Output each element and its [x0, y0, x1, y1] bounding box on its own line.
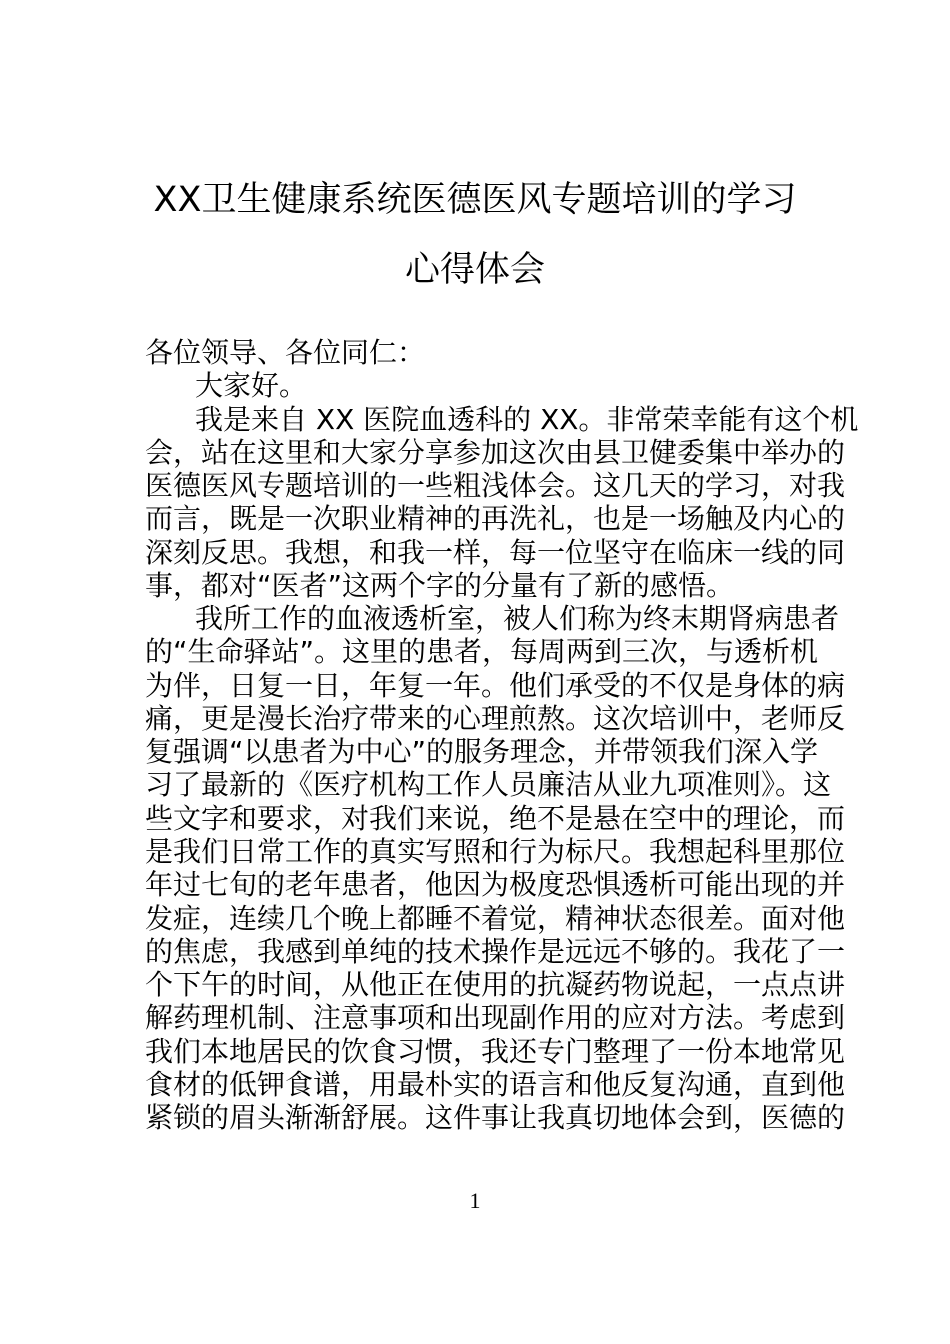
paragraph-line: 而言，既是一次职业精神的再洗礼，也是一场触及内心的: [145, 502, 846, 536]
paragraph-line: 年过七旬的老年患者，他因为极度恐惧透析可能出现的并: [145, 868, 846, 902]
paragraph-line: 医德医风专题培训的一些粗浅体会。这几天的学习，对我: [145, 469, 846, 503]
paragraph-line: 我们本地居民的饮食习惯，我还专门整理了一份本地常见: [145, 1034, 846, 1068]
paragraph: [145, 402, 859, 603]
paragraph: [145, 602, 846, 1135]
paragraph-line: 深刻反思。我想，和我一样，每一位坚守在临床一线的同: [145, 535, 846, 569]
paragraph-line: 的“生命驿站”。这里的患者，每周两到三次，与透析机: [145, 635, 819, 669]
paragraph-line: 的焦虑，我感到单纯的技术操作是远远不够的。我花了一: [145, 934, 846, 968]
document-title-line-2: 心得体会: [404, 250, 545, 290]
paragraphs: [145, 402, 859, 1135]
page-number: 1: [469, 1188, 481, 1213]
paragraph-line: 为伴，日复一日，年复一年。他们承受的不仅是身体的病: [145, 668, 846, 702]
paragraph-line: 习了最新的《医疗机构工作人员廉洁从业九项准则》。这: [145, 768, 832, 802]
salutation: 各位领导、各位同仁：: [145, 336, 426, 369]
paragraph-line: 紧锁的眉头渐渐舒展。这件事让我真切地体会到，医德的: [145, 1101, 846, 1135]
paragraph-line: 是我们日常工作的真实写照和行为标尺。我想起科里那位: [145, 834, 846, 868]
paragraph-line: 事，都对“医者”这两个字的分量有了新的感悟。: [145, 568, 735, 602]
document-title-line-1: XX卫生健康系统医德医风专题培训的学习: [153, 180, 797, 220]
paragraph-line: 解药理机制、注意事项和出现副作用的应对方法。考虑到: [145, 1001, 846, 1035]
paragraph-line: 会，站在这里和大家分享参加这次由县卫健委集中举办的: [145, 435, 846, 469]
document-body: [145, 336, 859, 1135]
paragraph-line: 我所工作的血液透析室，被人们称为终末期肾病患者: [195, 602, 840, 636]
paragraph-line: 些文字和要求，对我们来说，绝不是悬在空中的理论，而: [145, 801, 846, 835]
greeting: 大家好。: [195, 369, 308, 403]
paragraph-line: 发症，连续几个晚上都睡不着觉，精神状态很差。面对他: [145, 901, 846, 935]
paragraph-line: 我是来自 XX 医院血透科的 XX。非常荣幸能有这个机: [195, 402, 859, 436]
paragraph-line: 个下午的时间，从他正在使用的抗凝药物说起，一点点讲: [145, 968, 846, 1002]
paragraph-line: 痛，更是漫长治疗带来的心理煎熬。这次培训中，老师反: [145, 701, 846, 735]
paragraph-line: 复强调“以患者为中心”的服务理念，并带领我们深入学: [145, 735, 819, 769]
paragraph-line: 食材的低钾食谱，用最朴实的语言和他反复沟通，直到他: [145, 1067, 846, 1101]
